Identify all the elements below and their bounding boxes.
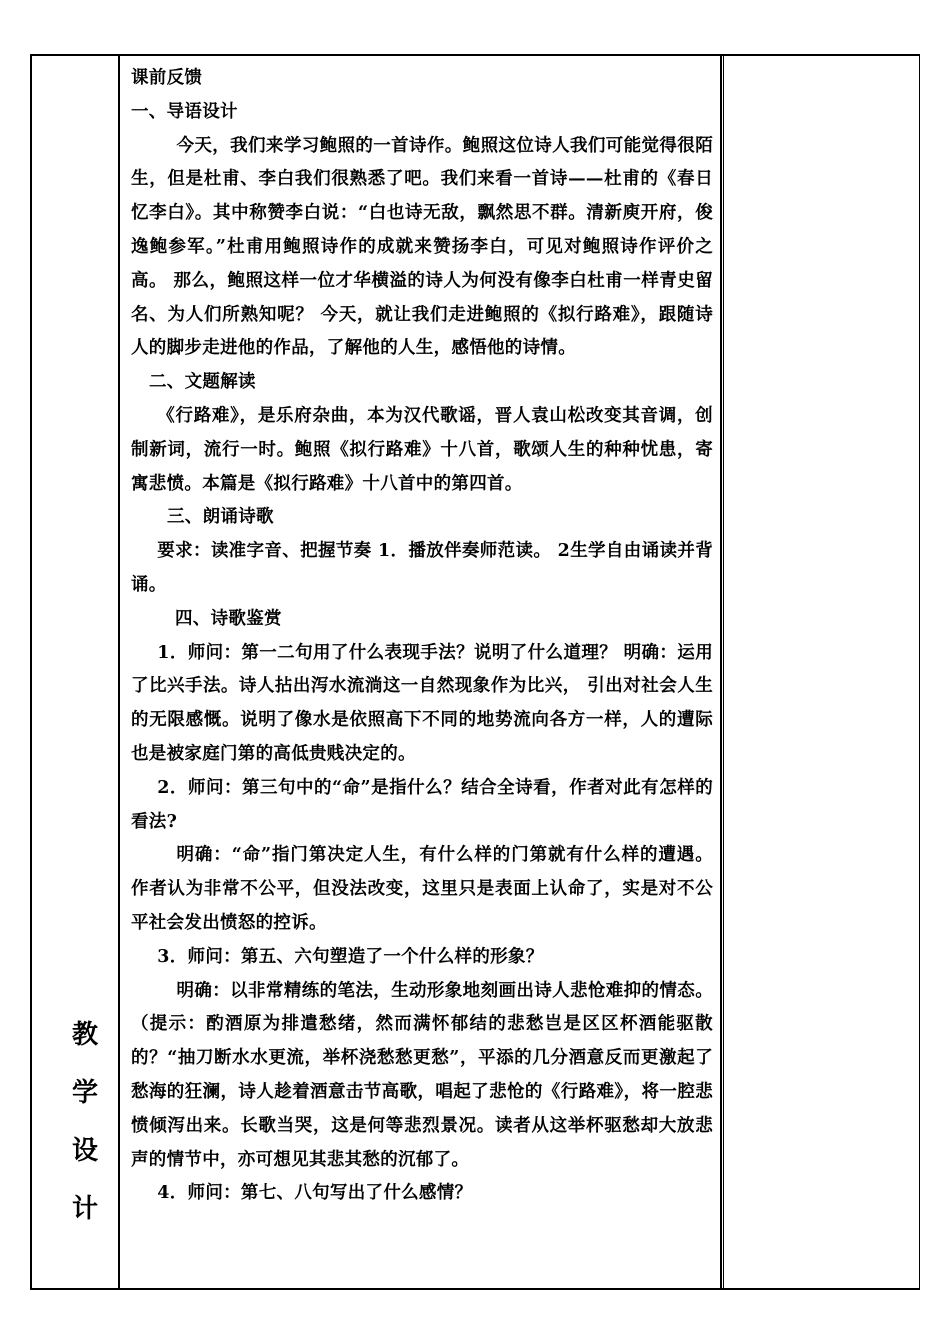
side-label-char: 学 (71, 1078, 98, 1108)
column-divider-left (118, 54, 120, 1290)
teaching-design-label (60, 1006, 110, 1238)
side-label-char: 教 (71, 1020, 98, 1050)
recite-paragraph: 要求：读准字音、把握节奏 1．播放伴奏师范读。 2生学自由诵读并背诵。 (131, 541, 713, 595)
column-divider-right-double (723, 54, 724, 1290)
question-4: 4．师问：第七、八句写出了什么感情？ (157, 1183, 473, 1204)
side-label-char: 设 (71, 1136, 98, 1166)
section-heading-recite: 三、朗诵诗歌 (167, 507, 274, 528)
question-1: 1．师问：第一二句用了什么表现手法？说明了什么道理？ 明确：运用了比兴手法。诗人拈出泻水流淌这一自然现象作为比兴， 引出对社会人生的无限感慨。说明了像水是依照高下不同的地势流向各方一样，人的遭际也是被家庭门第的高低贵贱决定的。 (131, 642, 713, 764)
side-label-char: 计 (71, 1194, 98, 1224)
section-heading-appreciation: 四、诗歌鉴赏 (175, 608, 282, 629)
lesson-content (131, 62, 713, 1211)
question-2: 2．师问：第三句中的“命”是指什么？结合全诗看，作者对此有怎样的看法? (131, 777, 713, 832)
question-3: 3．师问：第五、六句塑造了一个什么样的形象？ (157, 946, 544, 967)
answer-2: 明确：“命”指门第决定人生，有什么样的门第就有什么样的遭遇。作者认为非常不公平，但没法改变，这里只是表面上认命了，实是对不公平社会发出愤怒的控诉。 (131, 845, 713, 933)
section-heading-title: 二、文题解读 (149, 372, 256, 393)
feedback-heading: 课前反馈 (131, 68, 203, 88)
answer-3: 明确：以非常精练的笔法，生动形象地刻画出诗人悲怆难抑的情态。（提示：酌酒原为排遣愁绪，然而满怀郁结的悲愁岂是区区杯酒能驱散的？“抽刀断水水更流，举杯浇愁愁更愁”，平添的几分酒意反而更激起了愁海的狂澜，诗人趁着酒意击节高歌，唱起了悲怆的《行路难》，将一腔悲愤倾泻出来。长歌当哭，这是何等悲烈景况。读者从这举杯驱愁却大放悲声的情节中，亦可想见其悲其愁的沉郁了。 (131, 980, 713, 1170)
column-divider-right (720, 54, 722, 1290)
title-paragraph: 《行路难》，是乐府杂曲，本为汉代歌谣，晋人袁山松改变其音调，创制新词，流行一时。鲍照《拟行路难》十八首，歌颂人生的种种忧患，寄寓悲愤。本篇是《拟行路难》十八首中的第四首。 (131, 405, 713, 494)
section-heading-intro: 一、导语设计 (131, 101, 238, 122)
intro-paragraph: 今天，我们来学习鲍照的一首诗作。鲍照这位诗人我们可能觉得很陌生，但是杜甫、李白我们很熟悉了吧。我们来看一首诗——杜甫的《春日忆李白》。其中称赞李白说：“白也诗无敌，飘然思不群。清新庾开府，俊逸鲍参军。”杜甫用鲍照诗作的成就来赞扬李白，可见对鲍照诗作评价之高。 那么，鲍照这样一位才华横溢的诗人为何没有像李白杜甫一样青史留名、为人们所熟知呢？ 今天，就让我们走进鲍照的《拟行路难》，跟随诗人的脚步走进他的作品，了解他的人生，感悟他的诗情。 (131, 135, 713, 359)
